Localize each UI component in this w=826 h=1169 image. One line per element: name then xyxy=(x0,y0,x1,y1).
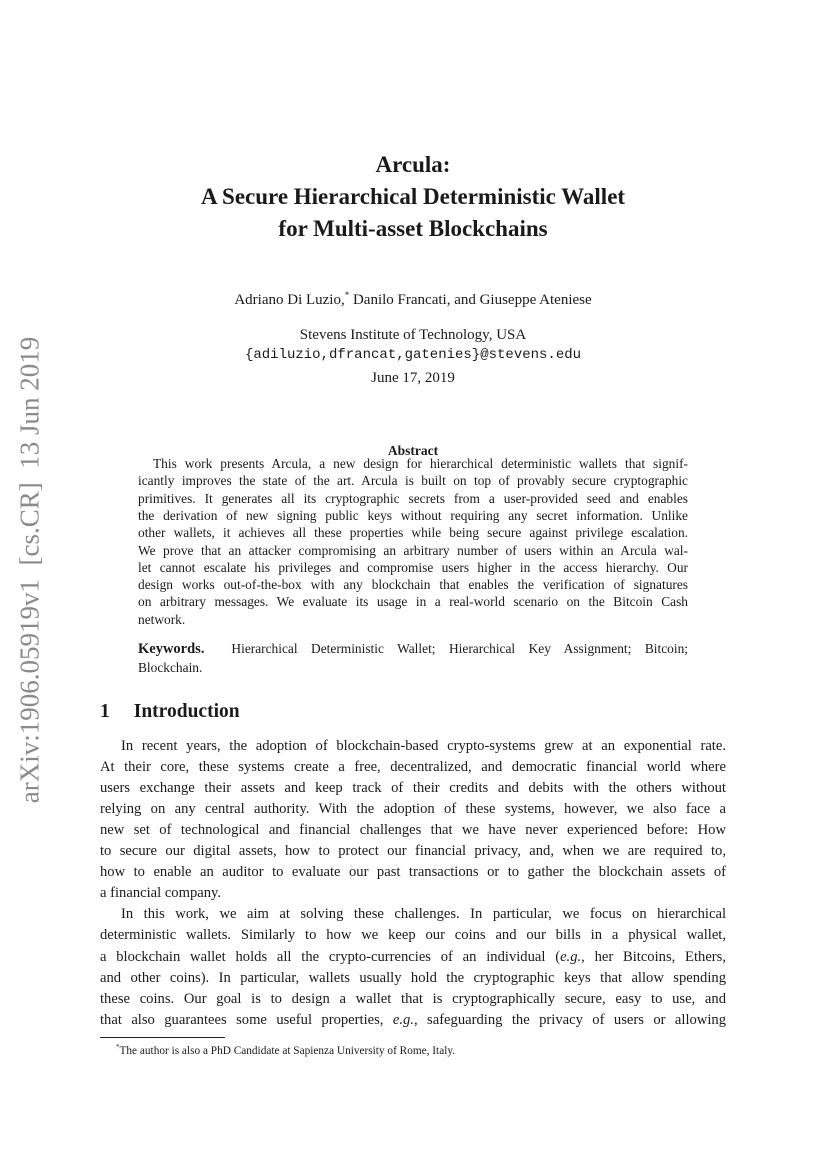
footnote xyxy=(116,1043,455,1057)
keywords-line xyxy=(138,641,688,658)
authors xyxy=(0,290,826,309)
section-title: Introduction xyxy=(133,701,240,722)
text-segment: In recent years, the adoption of blockchain-based crypto-systems grew at an exponential rate. xyxy=(121,738,726,754)
authors-rest: Danilo Francati, and Giuseppe Ateniese xyxy=(349,292,592,308)
keywords-label: Keywords. xyxy=(138,641,205,657)
abstract-line: network. xyxy=(138,611,186,627)
body-line xyxy=(100,843,726,860)
body-line xyxy=(100,864,726,881)
text-segment: At their core, these systems create a free, decentralized, and democratic financial world where xyxy=(100,759,726,776)
abstract-line: This work presents Arcula, a new design for hierarchical deterministic wallets that signif- xyxy=(153,456,688,471)
authors-first: Adriano Di Luzio, xyxy=(234,292,345,308)
affiliation: Stevens Institute of Technology, USA xyxy=(299,327,527,343)
abstract-line: design works out-of-the-box with any blockchain that enables the verification of signatures xyxy=(138,577,688,593)
author-footnote-mark: * xyxy=(344,290,350,300)
body-line xyxy=(100,970,726,987)
footnote-mark: * xyxy=(116,1043,120,1051)
italic-text: e.g. xyxy=(392,1011,414,1028)
body-line xyxy=(121,906,726,923)
body-line xyxy=(100,991,726,1008)
body-line xyxy=(100,822,726,839)
section-number: 1 xyxy=(100,701,110,722)
text-segment: a blockchain wallet holds all the crypto-currencies of an individual ( xyxy=(100,948,561,965)
text-segment: In this work, we aim at solving these challenges. In particular, we focus on hierarchical xyxy=(121,906,726,923)
text-segment: to secure our digital assets, how to protect our financial privacy, and, when we are required to, xyxy=(100,843,726,860)
body-line xyxy=(100,759,726,776)
body-line xyxy=(100,801,726,818)
abstract-line: primitives. It generates all its cryptographic secrets from a user-provided seed and enables xyxy=(138,490,688,506)
abstract-line: other wallets, it achieves all these properties while being secure against privilege escalation. xyxy=(138,525,688,541)
body-line xyxy=(121,738,726,755)
date: June 17, 2019 xyxy=(371,370,455,386)
text-segment: new set of technological and financial challenges that we have never experienced before: How xyxy=(100,822,726,839)
paper-title-line-1: Arcula: xyxy=(375,152,451,177)
text-segment: , her Bitcoins, Ethers, xyxy=(581,948,726,965)
body-line xyxy=(100,949,726,966)
body-line xyxy=(100,927,726,944)
paper-title-line-3: for Multi-asset Blockchains xyxy=(278,216,548,241)
arxiv-stamp: arXiv:1906.05919v1 [cs.CR] 13 Jun 2019 xyxy=(14,336,45,804)
text-segment: that also guarantees some useful properties, xyxy=(100,1011,393,1028)
abstract-line: let cannot escalate his privileges and compromise users higher in the access hierarchy. Our xyxy=(138,559,688,575)
keywords-line-2: Blockchain. xyxy=(138,660,203,675)
keywords-text: Hierarchical Deterministic Wallet; Hierarchical Key Assignment; Bitcoin; xyxy=(231,641,688,656)
body-line xyxy=(100,885,726,902)
footnote-rule xyxy=(100,1037,225,1038)
abstract-line: We prove that an attacker compromising an arbitrary number of users within an Arcula wal- xyxy=(138,542,688,558)
text-segment: relying on any central authority. With the adoption of these systems, however, we also face a xyxy=(100,801,726,818)
body-line xyxy=(100,780,726,797)
text-segment: how to enable an auditor to evaluate our past transactions or to gather the blockchain assets of xyxy=(100,864,726,881)
abstract-heading: Abstract xyxy=(387,443,439,458)
text-segment: users exchange their assets and keep track of their credits and debits with the others without xyxy=(100,780,726,797)
section-heading xyxy=(100,701,240,723)
text-segment: deterministic wallets. Similarly to how we keep our coins and our bills in a physical wallet, xyxy=(100,927,726,944)
abstract-line: the derivation of new signing public keys without requiring any secret information. Unlike xyxy=(138,507,688,523)
author-emails: {adiluzio,dfrancat,gatenies}@stevens.edu xyxy=(244,347,582,363)
footnote-text: The author is also a PhD Candidate at Sapienza University of Rome, Italy. xyxy=(119,1044,456,1057)
italic-text: e.g. xyxy=(560,948,582,965)
abstract-line: icantly improves the state of the art. Arcula is built on top of provably secure cryptographic xyxy=(138,473,688,489)
text-segment: these coins. Our goal is to design a wallet that is cryptographically secure, easy to use, and xyxy=(100,990,726,1007)
abstract-line: on arbitrary messages. We evaluate its usage in a real-world scenario on the Bitcoin Cash xyxy=(138,594,688,610)
text-segment: a financial company. xyxy=(100,885,222,902)
paper-title-line-2: A Secure Hierarchical Deterministic Wallet xyxy=(200,184,626,209)
text-segment: , safeguarding the privacy of users or allowing xyxy=(413,1011,726,1028)
text-segment: and other coins). In particular, wallets usually hold the cryptographic keys that allow spending xyxy=(100,969,726,986)
body-line xyxy=(100,1012,726,1029)
